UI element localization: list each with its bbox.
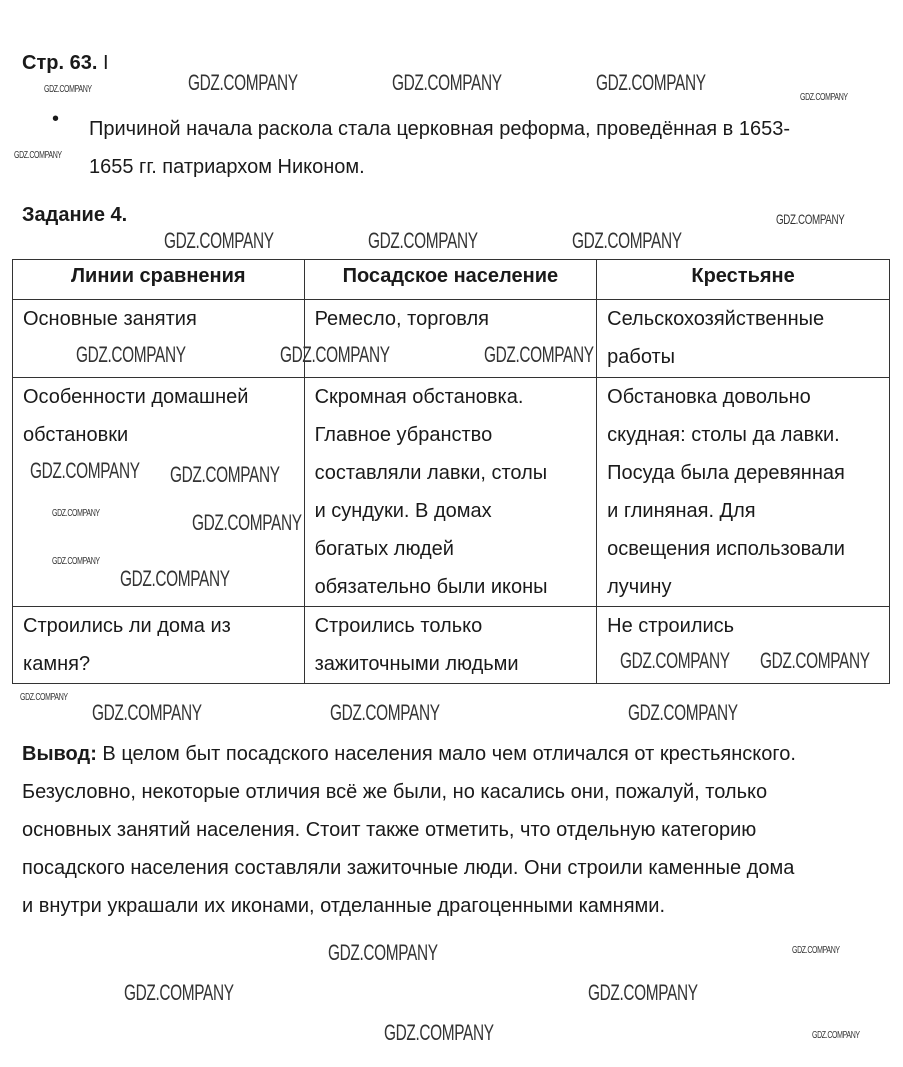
cell-line: зажиточными людьми: [314, 653, 519, 675]
watermark: GDZ.COMPANY: [484, 342, 594, 367]
cell-line: освещения использовали: [607, 538, 845, 560]
bullet-text: [89, 110, 790, 186]
watermark: GDZ.COMPANY: [330, 700, 440, 725]
watermark: GDZ.COMPANY: [76, 342, 186, 367]
watermark: GDZ.COMPANY: [628, 700, 738, 725]
page-reference: [22, 52, 109, 75]
comparison-table: [12, 259, 890, 684]
cell-line: Посуда была деревянная: [607, 462, 845, 484]
conclusion-line: В целом быт посадского населения мало чем отличался от крестьянского.: [96, 743, 796, 765]
task-title: Задание 4.: [22, 204, 128, 226]
watermark: GDZ.COMPANY: [192, 510, 302, 535]
conclusion-line: Безусловно, некоторые отличия всё же были, но касались они, пожалуй, только: [22, 781, 768, 803]
table-cell: [304, 607, 597, 684]
watermark: GDZ.COMPANY: [44, 84, 92, 95]
cell-line: Сельскохозяйственные: [607, 308, 825, 330]
watermark: GDZ.COMPANY: [30, 458, 140, 483]
watermark: GDZ.COMPANY: [328, 940, 438, 965]
watermark: GDZ.COMPANY: [800, 92, 848, 103]
watermark: GDZ.COMPANY: [392, 70, 502, 95]
watermark: GDZ.COMPANY: [588, 980, 698, 1005]
watermark: GDZ.COMPANY: [280, 342, 390, 367]
table-cell: [597, 378, 890, 607]
bullet-line: 1655 гг. патриархом Никоном.: [89, 156, 365, 178]
watermark: GDZ.COMPANY: [92, 700, 202, 725]
watermark: GDZ.COMPANY: [20, 692, 68, 703]
watermark: GDZ.COMPANY: [620, 648, 730, 673]
watermark: GDZ.COMPANY: [164, 228, 274, 253]
cell-line: Основные занятия: [23, 308, 197, 330]
page-ref-text: Стр. 63.: [22, 52, 98, 74]
watermark: GDZ.COMPANY: [792, 945, 840, 956]
cell-line: Главное убранство: [314, 424, 493, 446]
bullet-line: Причиной начала раскола стала церковная реформа, проведённая в 1653-: [89, 118, 791, 140]
cell-line: Строились ли дома из: [23, 615, 231, 637]
cell-line: Строились только: [314, 615, 483, 637]
conclusion-line: и внутри украшали их иконами, отделанные драгоценными камнями.: [22, 895, 666, 917]
column-header: Крестьяне: [597, 260, 890, 300]
watermark: GDZ.COMPANY: [368, 228, 478, 253]
cell-line: составляли лавки, столы: [314, 462, 548, 484]
cell-line: Не строились: [607, 615, 735, 637]
cell-line: обстановки: [23, 424, 129, 446]
watermark: GDZ.COMPANY: [384, 1020, 494, 1045]
cell-line: камня?: [23, 653, 91, 675]
watermark: GDZ.COMPANY: [188, 70, 298, 95]
conclusion: [22, 735, 892, 925]
watermark: GDZ.COMPANY: [572, 228, 682, 253]
column-header: Посадское население: [304, 260, 597, 300]
column-header: Линии сравнения: [13, 260, 305, 300]
watermark: GDZ.COMPANY: [52, 556, 100, 567]
table-row: [13, 607, 890, 684]
cell-line: Скромная обстановка.: [314, 386, 524, 408]
watermark: GDZ.COMPANY: [776, 211, 845, 227]
cell-line: и сундуки. В домах: [314, 500, 492, 522]
conclusion-label: Вывод:: [22, 743, 97, 765]
table-cell: [13, 607, 305, 684]
cell-line: Ремесло, торговля: [314, 308, 489, 330]
watermark: GDZ.COMPANY: [596, 70, 706, 95]
text-cursor: I: [102, 52, 109, 74]
watermark: GDZ.COMPANY: [120, 566, 230, 591]
bullet-icon: •: [52, 108, 60, 130]
cell-line: лучину: [607, 576, 672, 598]
watermark: GDZ.COMPANY: [124, 980, 234, 1005]
table-header-row: [13, 260, 890, 300]
conclusion-line: посадского населения составляли зажиточные люди. Они строили каменные дома: [22, 857, 795, 879]
cell-line: богатых людей: [314, 538, 454, 560]
conclusion-line: основных занятий населения. Стоит также отметить, что отдельную категорию: [22, 819, 757, 841]
cell-line: Обстановка довольно: [607, 386, 811, 408]
table-cell: [597, 300, 890, 378]
watermark: GDZ.COMPANY: [52, 508, 100, 519]
watermark: GDZ.COMPANY: [760, 648, 870, 673]
cell-line: скудная: столы да лавки.: [607, 424, 840, 446]
watermark: GDZ.COMPANY: [170, 462, 280, 487]
table-cell: [304, 378, 597, 607]
cell-line: работы: [607, 346, 676, 368]
watermark: GDZ.COMPANY: [14, 150, 62, 161]
cell-line: Особенности домашней: [23, 386, 249, 408]
watermark: GDZ.COMPANY: [812, 1030, 860, 1041]
cell-line: и глиняная. Для: [607, 500, 756, 522]
cell-line: обязательно были иконы: [314, 576, 548, 598]
